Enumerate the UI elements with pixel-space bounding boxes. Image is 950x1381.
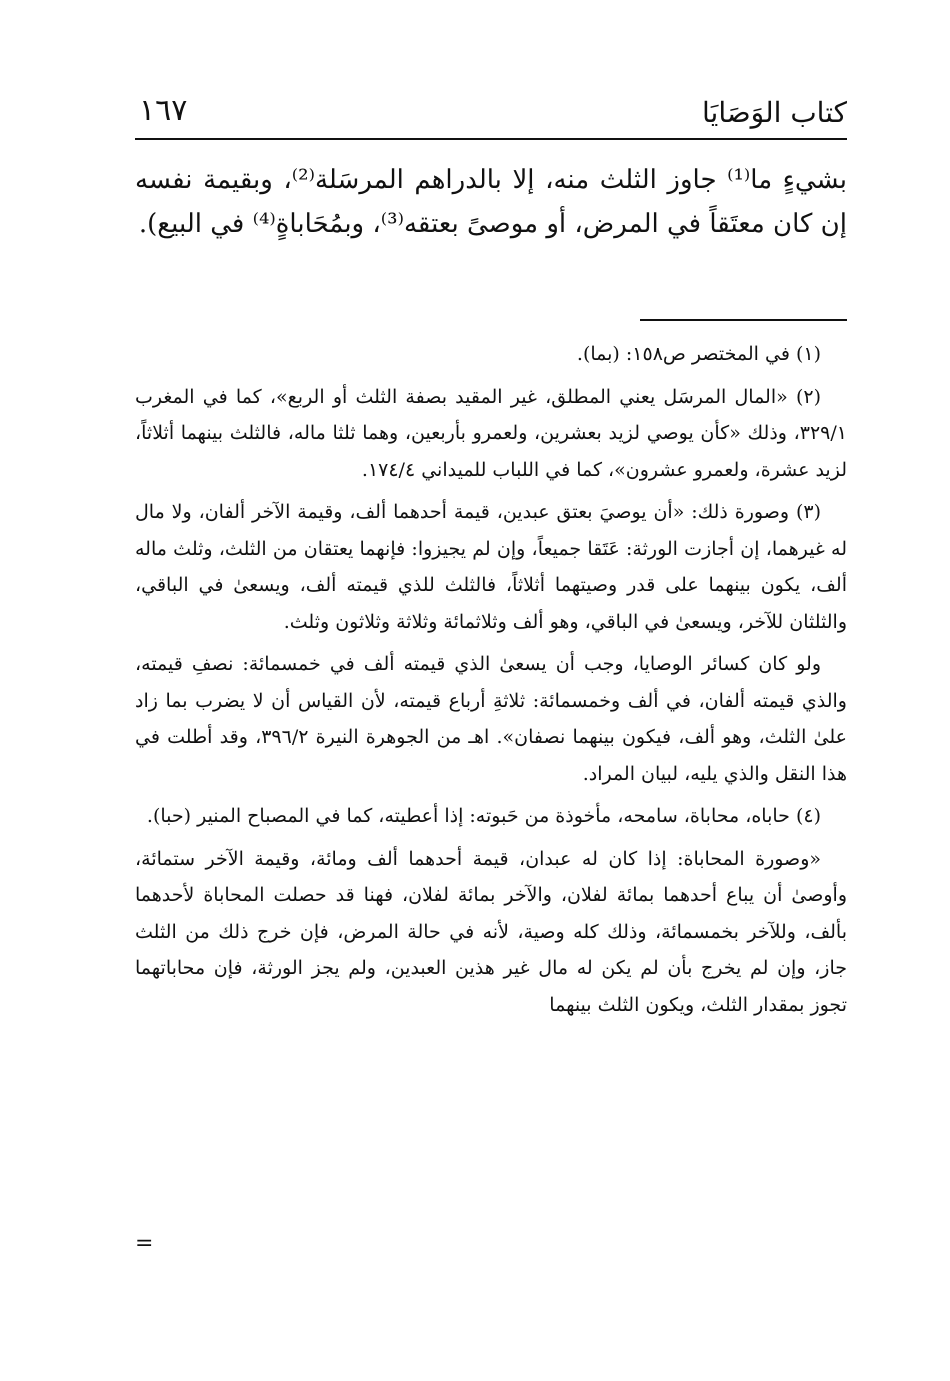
footnotes-section <box>135 336 847 1029</box>
footnote-2: (٢) «المال المرسَل يعني المطلق، غير المقيد بصفة الثلث أو الربع»، كما في المغرب ٣٢٩/١، وذلك «كأن يوصي لزيد بعشرين، ولعمرو بأربعين، وهما ثلثا ماله، فالثلث بينهما أثلاثاً، لزيد عشرة، ولعمرو عشرون»، كما في اللباب للميداني ١٧٤/٤. <box>135 385 847 481</box>
page-header <box>135 88 847 140</box>
main-body-text: بشيءٍ ما⁽¹⁾ جاوز الثلث منه، إلا بالدراهم المرسَلة⁽²⁾، وبقيمة نفسه إن كان معتَقاً في المرض، أو موصىً بعتقه⁽³⁾، وبمُحَاباةٍ⁽⁴⁾ في البيع). <box>135 165 848 239</box>
chapter-title: كتاب الوَصَايَا <box>702 96 847 129</box>
footnote-3-continued: ولو كان كسائر الوصايا، وجب أن يسعىٰ الذي قيمته ألف في خمسمائة: نصفِ قيمته، والذي قيمته ألفان، في ألف وخمسمائة: ثلاثةِ أرباع قيمته، لأن القياس أن لا يضرب بما زاد علىٰ الثلث، وهو ألف، فيكون بينهما نصفان». اهـ من الجوهرة النيرة ٣٩٦/٢، وقد أطلت في هذا النقل والذي يليه، لبيان المراد. <box>135 653 848 785</box>
footnote-4: (٤) حاباه، محاباة، سامحه، مأخوذة من حَبوته: إذا أعطيته، كما في المصباح المنير (حبا). <box>146 805 821 827</box>
footnote-separator <box>640 319 847 321</box>
page-number: ١٦٧ <box>139 93 188 128</box>
footnote-3: (٣) وصورة ذلك: «أن يوصيَ بعتق عبدين، قيمة أحدهما ألف، وقيمة الآخر ألفان، ولا مال له غيرهما، إن أجازت الورثة: عَتَقا جميعاً، وإن لم يجيزوا: فإنهما يعتقان من الثلث، وثلث ماله ألف، يكون بينهما على قدر وصيتهما أثلاثاً، فالثلث للذي قيمته ألف، ويسعىٰ في الباقي، والثلثان للآخر، ويسعىٰ في الباقي، وهو ألف وثلاثمائة وثلاثة وثلاثون وثلث. <box>135 501 847 633</box>
continuation-mark: = <box>135 1231 154 1256</box>
footnote-1: (١) في المختصر ص١٥٨: (بما). <box>576 343 821 365</box>
footnote-4-continued: «وصورة المحاباة: إذا كان له عبدان، قيمة أحدهما ألف ومائة، وقيمة الآخر ستمائة، وأوصىٰ أن يباع أحدهما بمائة لفلان، والآخر بمائة لفلان، فهنا قد حصلت المحاباة لأحدهما بألف، وللآخر بخمسمائة، وذلك كله وصية، لأنه في حالة المرض، فإن خرج ذلك من الثلث جاز، وإن لم يخرج بأن لم يكن له مال غير هذين العبدين، ولم يجز الورثة، فإن محاباتهما تجوز بمقدار الثلث، ويكون الثلث بينهما <box>135 847 847 1016</box>
